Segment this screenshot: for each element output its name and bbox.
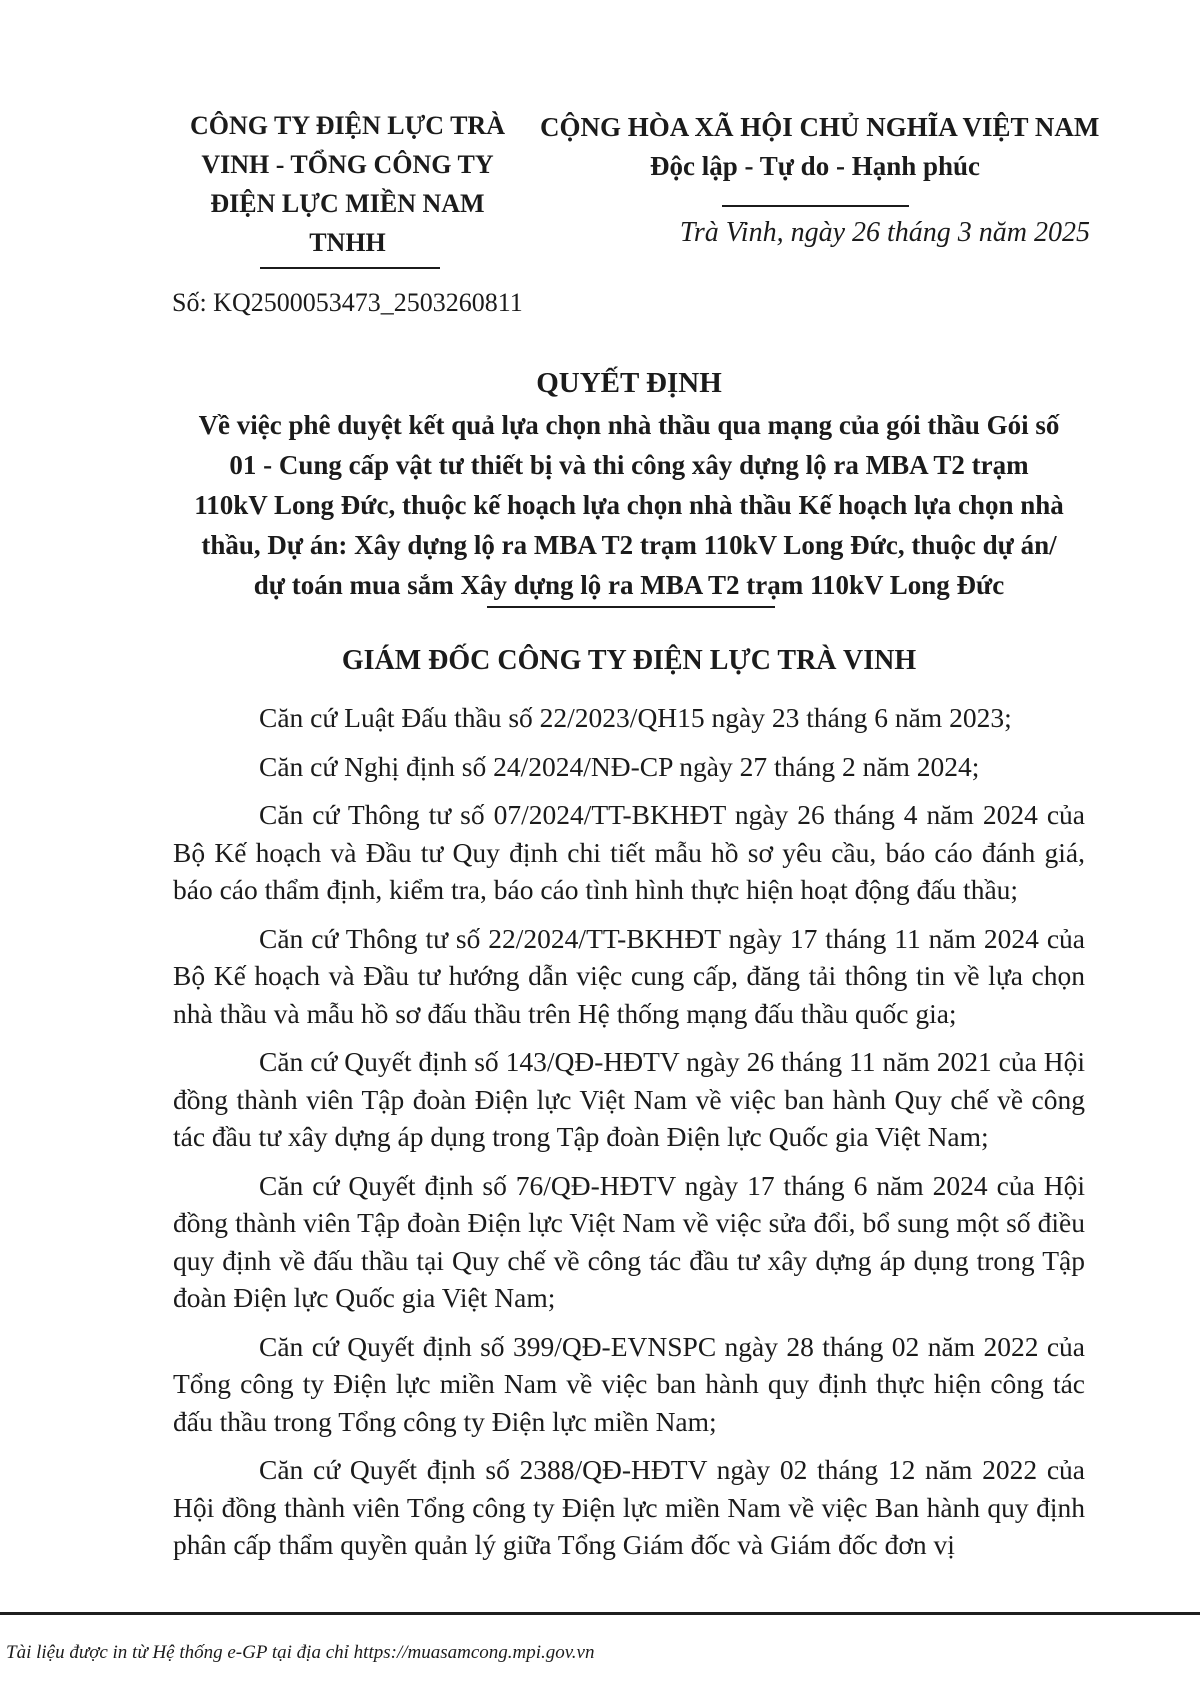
issuing-org-line: ĐIỆN LỰC MIỀN NAM	[210, 189, 485, 218]
issuing-org-divider	[260, 267, 440, 269]
issuing-authority-heading: GIÁM ĐỐC CÔNG TY ĐIỆN LỰC TRÀ VINH	[341, 645, 917, 676]
legal-basis-paragraph: Căn cứ Thông tư số 22/2024/TT-BKHĐT ngày 17 tháng 11 năm 2024 của Bộ Kế hoạch và Đầu tư hướng dẫn việc cung cấp, đăng tải thông tin về lựa chọn nhà thầu và mẫu hồ sơ đấu thầu trên Hệ thống mạng đấu thầu quốc gia;	[173, 922, 1085, 1029]
legal-basis-paragraph: Căn cứ Quyết định số 399/QĐ-EVNSPC ngày 28 tháng 02 năm 2022 của Tổng công ty Điện lực miền Nam về việc ban hành quy định thực hiện công tác đấu thầu trong Tổng công ty Điện lực miền Nam;	[173, 1330, 1085, 1437]
decision-subject-line: thầu, Dự án: Xây dựng lộ ra MBA T2 trạm 110kV Long Đức, thuộc dự án/	[201, 530, 1057, 560]
decision-subject-line: 110kV Long Đức, thuộc kế hoạch lựa chọn nhà thầu Kế hoạch lựa chọn nhà	[194, 490, 1064, 520]
subject-divider	[487, 606, 775, 608]
legal-basis-paragraph: Căn cứ Quyết định số 76/QĐ-HĐTV ngày 17 tháng 6 năm 2024 của Hội đồng thành viên Tập đoàn Điện lực Việt Nam về việc sửa đổi, bổ sung một số điều quy định về đấu thầu tại Quy chế về công tác đầu tư xây dựng áp dụng trong Tập đoàn Điện lực Quốc gia Việt Nam;	[173, 1169, 1085, 1313]
legal-basis-section	[173, 699, 1085, 1575]
decision-heading: QUYẾT ĐỊNH	[536, 367, 722, 399]
decision-subject-line: 01 - Cung cấp vật tư thiết bị và thi công xây dựng lộ ra MBA T2 trạm	[229, 450, 1029, 480]
legal-basis-paragraph: Căn cứ Luật Đấu thầu số 22/2023/QH15 ngày 23 tháng 6 năm 2023;	[259, 702, 1012, 733]
document-number: Số: KQ2500053473_2503260811	[172, 288, 523, 317]
issuing-org-line: CÔNG TY ĐIỆN LỰC TRÀ	[190, 111, 505, 140]
footer-note: Tài liệu được in từ Hệ thống e-GP tại địa chỉ https://muasamcong.mpi.gov.vn	[6, 1642, 595, 1663]
decision-subject-block	[173, 405, 1085, 605]
decision-subject-line: Về việc phê duyệt kết quả lựa chọn nhà thầu qua mạng của gói thầu Gói số	[198, 410, 1060, 440]
legal-basis-paragraph: Căn cứ Nghị định số 24/2024/NĐ-CP ngày 27 tháng 2 năm 2024;	[259, 750, 980, 782]
issuing-org-line: VINH - TỔNG CÔNG TY	[201, 150, 494, 179]
issuing-org-line: TNHH	[309, 228, 386, 257]
footer-divider	[0, 1612, 1200, 1615]
legal-basis-paragraph: Căn cứ Quyết định số 143/QĐ-HĐTV ngày 26 tháng 11 năm 2021 của Hội đồng thành viên Tập đoàn Điện lực Việt Nam về việc ban hành Quy chế về công tác đầu tư xây dựng áp dụng trong Tập đoàn Điện lực Quốc gia Việt Nam;	[173, 1046, 1085, 1152]
national-header-block	[540, 108, 1100, 251]
place-and-date: Trà Vinh, ngày 26 tháng 3 năm 2025	[679, 217, 1090, 248]
legal-basis-paragraph: Căn cứ Quyết định số 2388/QĐ-HĐTV ngày 02 tháng 12 năm 2022 của Hội đồng thành viên Tổng công ty Điện lực miền Nam về việc Ban hành quy định phân cấp thẩm quyền quản lý giữa Tổng Giám đốc và Giám đốc đơn vị	[173, 1454, 1085, 1560]
legal-basis-paragraph: Căn cứ Thông tư số 07/2024/TT-BKHĐT ngày 26 tháng 4 năm 2024 của Bộ Kế hoạch và Đầu tư Quy định chi tiết mẫu hồ sơ yêu cầu, báo cáo đánh giá, báo cáo thẩm định, kiểm tra, báo cáo tình hình thực hiện hoạt động đấu thầu;	[173, 799, 1085, 905]
national-title: CỘNG HÒA XÃ HỘI CHỦ NGHĨA VIỆT NAM	[540, 112, 1100, 142]
motto-divider	[722, 205, 909, 207]
national-motto: Độc lập - Tự do - Hạnh phúc	[649, 151, 981, 181]
issuing-org-block	[175, 106, 520, 262]
decision-subject-line: dự toán mua sắm Xây dựng lộ ra MBA T2 trạm 110kV Long Đức	[253, 570, 1005, 600]
